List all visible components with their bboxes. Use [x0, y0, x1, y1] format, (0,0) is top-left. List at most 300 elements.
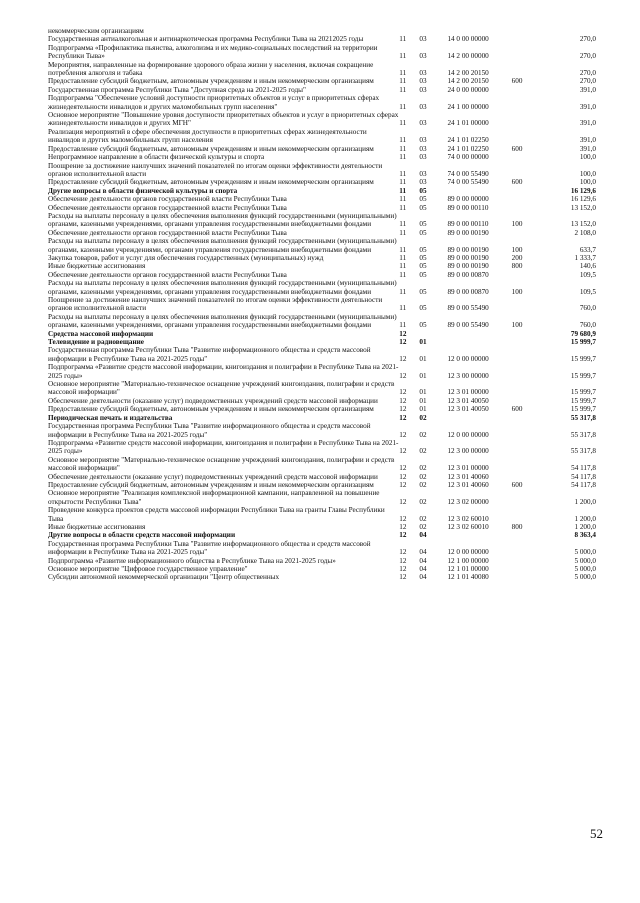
row-amount [544, 27, 596, 35]
row-amount: 54 117,8 [571, 464, 596, 473]
row-subsection: 01 [419, 354, 427, 363]
row-name: Государственная антиалкогольная и антинаркотическая программа Республики Тыва на 20212025 годы [48, 35, 364, 44]
row-subsection: 05 [419, 270, 427, 279]
row-target-code: 12 3 02 60010 [447, 522, 489, 531]
row-expense-type [512, 111, 544, 128]
row-amount: 1 200,0 [574, 514, 596, 523]
row-name: Средства массовой информации [48, 329, 154, 338]
row-name: Подпрограмма "Обеспечение условий доступности приоритетных объектов и услуг в приоритетных сферах жизнедеятельности инвалидов и других маломобильных групп населения" [48, 94, 380, 111]
row-target-code: 12 1 01 40080 [447, 573, 489, 582]
table-row [48, 271, 596, 279]
row-subsection: 03 [419, 85, 427, 94]
row-target-code: 14 2 00 20150 [447, 69, 489, 78]
row-expense-type [512, 557, 544, 565]
row-name: Мероприятия, направленные на формирование здорового образа жизни у населения, включая сокращение потребления алкоголя и табака [48, 60, 374, 78]
row-amount: 100,0 [579, 169, 596, 178]
row-expense-type [512, 456, 544, 473]
row-name: Другие вопросы в области средств массовой информации [48, 531, 236, 540]
row-amount: 2 108,0 [574, 228, 596, 237]
table-row [48, 405, 596, 413]
row-section: 11 [399, 153, 407, 162]
row-amount: 8 363,4 [574, 531, 596, 540]
table-row [48, 61, 596, 78]
row-expense-type [512, 187, 544, 195]
table-row [48, 44, 596, 61]
row-expense-type [512, 271, 544, 279]
row-amount: 15 999,7 [570, 371, 596, 380]
table-row [48, 229, 596, 237]
row-subsection [419, 330, 447, 338]
table-row [48, 128, 596, 145]
row-section: 11 [399, 304, 407, 313]
row-section: 12 [399, 464, 407, 473]
row-subsection [419, 27, 447, 35]
row-name: Основное мероприятие "Материально-техническое оснащение учреждений книгоиздания, полиграфии и средств массовой информации" [48, 455, 395, 473]
row-section: 12 [399, 396, 407, 405]
row-subsection: 01 [419, 405, 427, 414]
row-name: Расходы на выплаты персоналу в целях обеспечения выполнения функций государственными (муниципальными) органами, казенными учреждениями, органами управления государственными внебюджетными фондами [48, 211, 397, 229]
table-row [48, 473, 596, 481]
row-section: 11 [399, 136, 407, 145]
row-name: Поощрение за достижение наилучших значений показателей по итогам оценки эффективности деятельности органов исполнительной власти [48, 161, 383, 178]
row-target-code: 12 3 01 00000 [447, 388, 489, 397]
row-name: Основное мероприятие "Цифровое государственное управление" [48, 565, 248, 573]
row-section: 12 [399, 573, 407, 582]
row-section: 12 [399, 430, 407, 439]
row-section: 12 [399, 338, 407, 347]
row-section: 12 [399, 447, 407, 456]
row-name: некоммерческим организациям [48, 27, 144, 35]
row-expense-type [512, 506, 544, 523]
row-subsection: 03 [419, 153, 427, 162]
row-target-code: 12 3 00 00000 [447, 447, 489, 456]
row-subsection: 05 [419, 304, 427, 313]
table-row [48, 338, 596, 346]
row-subsection: 02 [419, 413, 427, 422]
row-target-code: 12 3 01 40050 [447, 405, 489, 414]
row-subsection: 03 [419, 119, 427, 128]
row-expense-type: 100 [511, 321, 523, 330]
row-expense-type [512, 380, 544, 397]
row-name: Подпрограмма «Профилактика пьянства, алкоголизма и их медико-социальных последствий на территории Республики Тыва» [48, 43, 378, 61]
row-name: Непрограммное направление в области физической культуры и спорта [48, 153, 265, 162]
row-subsection: 05 [419, 195, 427, 204]
row-expense-type [512, 573, 544, 581]
row-name: Основное мероприятие "Материально-техническое оснащение учреждений книгоиздания, полиграфии и средств массовой информации" [48, 380, 395, 397]
row-name: Предоставление субсидий бюджетным, автономным учреждениям и иным некоммерческим организациям [48, 77, 374, 86]
table-row [48, 237, 596, 254]
row-target-code: 89 0 00 00190 [447, 253, 489, 262]
table-row [48, 27, 596, 35]
row-amount: 5 000,0 [574, 556, 596, 565]
row-subsection: 02 [419, 430, 427, 439]
table-row [48, 313, 596, 330]
table-row [48, 397, 596, 405]
row-section: 12 [399, 522, 407, 531]
row-target-code: 24 1 01 02250 [447, 144, 489, 153]
table-row [48, 35, 596, 43]
row-section: 11 [399, 321, 407, 330]
row-expense-type [512, 363, 544, 380]
row-expense-type [512, 94, 544, 111]
row-section: 12 [399, 371, 407, 380]
row-section: 12 [399, 329, 407, 338]
row-expense-type [512, 422, 544, 439]
row-target-code: 74 0 00 55490 [447, 178, 489, 187]
row-subsection: 02 [419, 472, 427, 481]
row-amount: 633,7 [579, 245, 596, 254]
row-target-code: 89 0 00 55490 [447, 304, 489, 313]
table-row [48, 330, 596, 338]
row-section: 11 [399, 35, 407, 44]
row-amount: 16 129,6 [570, 186, 596, 195]
table-row [48, 111, 596, 128]
row-target-code: 12 3 01 40060 [447, 480, 489, 489]
row-subsection: 03 [419, 102, 427, 111]
row-subsection: 01 [419, 338, 427, 347]
row-target-code: 12 3 01 40050 [447, 396, 489, 405]
table-row [48, 94, 596, 111]
row-target-code: 14 2 00 20150 [447, 77, 489, 86]
row-target-code: 12 3 00 00000 [447, 371, 489, 380]
row-section: 12 [399, 514, 407, 523]
row-expense-type [512, 86, 544, 94]
table-row [48, 162, 596, 179]
row-subsection: 02 [419, 514, 427, 523]
table-row [48, 540, 596, 557]
row-section: 11 [399, 245, 407, 254]
row-amount: 391,0 [579, 102, 596, 111]
row-subsection: 05 [419, 228, 427, 237]
row-expense-type [512, 229, 544, 237]
row-name: Обеспечение деятельности органов государственной власти Республики Тыва [48, 228, 287, 237]
row-target-code: 24 1 01 00000 [447, 119, 489, 128]
row-name: Расходы на выплаты персоналу в целях обеспечения выполнения функций государственными (муниципальными) органами, казенными учреждениями, органами управления государственными внебюджетными фондами [48, 279, 397, 296]
row-section: 12 [399, 480, 407, 489]
row-subsection: 05 [419, 253, 427, 262]
row-subsection: 04 [419, 565, 427, 573]
table-row [48, 414, 596, 422]
row-subsection: 01 [419, 388, 427, 397]
row-expense-type [512, 540, 544, 557]
row-target-code: 14 0 00 00000 [447, 35, 489, 44]
row-name: Проведение конкурса проектов средств массовой информации Республики Тыва на гранты Главы Республики Тыва [48, 506, 385, 523]
row-target-code: 12 1 01 00000 [447, 565, 489, 573]
table-row [48, 456, 596, 473]
row-amount: 760,0 [579, 321, 596, 330]
row-section [399, 27, 419, 35]
table-row [48, 204, 596, 212]
row-amount: 1 200,0 [574, 497, 596, 506]
table-row [48, 279, 596, 296]
row-section: 11 [399, 253, 407, 262]
row-expense-type [512, 128, 544, 145]
row-target-code: 89 0 00 00870 [447, 270, 489, 279]
table-row [48, 573, 596, 581]
row-amount: 100,0 [579, 153, 596, 162]
row-name: Предоставление субсидий бюджетным, автономным учреждениям и иным некоммерческим организациям [48, 178, 374, 187]
row-expense-type [512, 330, 544, 338]
row-target-code: 89 0 00 00190 [447, 245, 489, 254]
row-expense-type [512, 397, 544, 405]
table-row [48, 153, 596, 161]
row-amount: 54 117,8 [571, 472, 596, 481]
row-section: 11 [399, 52, 407, 61]
row-section: 11 [399, 144, 407, 153]
row-subsection: 03 [419, 35, 427, 44]
row-expense-type [512, 565, 544, 573]
row-amount: 15 999,7 [570, 388, 596, 397]
row-target-code: 89 0 00 00110 [447, 220, 489, 229]
row-subsection: 02 [419, 464, 427, 473]
row-target-code [447, 187, 511, 195]
row-section: 12 [399, 531, 407, 540]
table-row [48, 296, 596, 313]
row-name: Расходы на выплаты персоналу в целях обеспечения выполнения функций государственными (муниципальными) органами, казенными учреждениями, органами управления государственными внебюджетными фондами [48, 312, 397, 330]
row-section: 12 [399, 388, 407, 397]
row-section: 11 [399, 85, 407, 94]
table-row [48, 565, 596, 573]
row-target-code: 12 3 01 40060 [447, 472, 489, 481]
row-name: Государственная программа Республики Тыва "Развитие информационного общества и средств массовой информации в Республике Тыва на 2021-2025 годы" [48, 539, 371, 557]
row-subsection: 01 [419, 396, 427, 405]
row-amount: 55 317,8 [570, 413, 596, 422]
budget-table-body [48, 27, 596, 582]
row-subsection: 05 [419, 203, 427, 212]
table-row [48, 523, 596, 531]
row-section: 11 [399, 262, 407, 271]
row-subsection: 02 [419, 480, 427, 489]
row-target-code: 89 0 00 00000 [447, 195, 489, 204]
row-name: Предоставление субсидий бюджетным, автономным учреждениям и иным некоммерческим организациям [48, 405, 374, 414]
row-name: Телевидение и радиовещание [48, 338, 144, 347]
table-row [48, 195, 596, 203]
row-subsection: 03 [419, 178, 427, 187]
row-name: Обеспечение деятельности органов государственной власти Республики Тыва [48, 203, 287, 212]
row-expense-type [512, 414, 544, 422]
row-section: 11 [399, 270, 407, 279]
row-target-code: 89 0 00 00110 [447, 203, 489, 212]
table-row [48, 557, 596, 565]
budget-table [48, 27, 596, 582]
row-target-code [447, 414, 511, 422]
row-target-code: 12 0 00 00000 [447, 548, 489, 557]
row-amount: 270,0 [579, 77, 596, 86]
row-name: Подпрограмма «Развитие средств массовой информации, книгоиздания и полиграфии в Республике Тыва на 2021-2025 годы» [48, 438, 399, 456]
row-amount: 54 117,8 [571, 480, 596, 489]
table-row [48, 145, 596, 153]
row-target-code: 12 1 00 00000 [447, 556, 489, 565]
row-subsection: 01 [419, 371, 427, 380]
table-row [48, 262, 596, 270]
row-target-code: 14 2 00 00000 [447, 52, 489, 61]
row-target-code: 12 3 01 00000 [447, 464, 489, 473]
row-section: 11 [399, 228, 407, 237]
row-amount: 109,5 [579, 287, 596, 296]
row-subsection: 02 [419, 497, 427, 506]
row-amount: 15 999,7 [570, 338, 596, 347]
row-expense-type [512, 162, 544, 179]
table-row [48, 363, 596, 380]
row-name: Обеспечение деятельности (оказание услуг) подведомственных учреждений средств массовой информации [48, 472, 378, 481]
table-row [48, 187, 596, 195]
row-expense-type [512, 338, 544, 346]
row-section: 11 [399, 287, 407, 296]
row-amount: 1 333,7 [574, 253, 596, 262]
row-target-code [447, 338, 511, 346]
row-amount: 5 000,0 [574, 548, 596, 557]
row-name: Поощрение за достижение наилучших значений показателей по итогам оценки эффективности деятельности органов исполнительной власти [48, 296, 383, 313]
row-name: Закупка товаров, работ и услуг для обеспечения государственных (муниципальных) нужд [48, 253, 324, 262]
row-section: 11 [399, 169, 407, 178]
row-expense-type [512, 27, 544, 35]
row-expense-type [512, 531, 544, 539]
row-target-code: 89 0 00 00870 [447, 287, 489, 296]
row-subsection: 05 [419, 262, 427, 271]
table-row [48, 380, 596, 397]
row-section: 12 [399, 556, 407, 565]
row-name: Расходы на выплаты персоналу в целях обеспечения выполнения функций государственными (муниципальными) органами, казенными учреждениями, органами управления государственными внебюджетными фондами [48, 237, 397, 254]
table-row [48, 422, 596, 439]
row-expense-type: 600 [511, 405, 523, 414]
table-row [48, 439, 596, 456]
row-name: Государственная программа Республики Тыва "Развитие информационного общества и средств массовой информации в Республике Тыва на 2021-2025 годы" [48, 422, 371, 439]
row-target-code: 12 3 02 60010 [447, 514, 489, 523]
row-subsection: 02 [419, 447, 427, 456]
row-amount: 1 200,0 [574, 522, 596, 531]
row-target-code: 12 0 00 00000 [447, 430, 489, 439]
row-target-code: 89 0 00 55490 [447, 321, 489, 330]
row-section: 12 [399, 405, 407, 414]
row-subsection: 05 [419, 186, 427, 195]
row-expense-type: 200 [511, 253, 523, 262]
row-target-code [447, 531, 511, 539]
table-row [48, 86, 596, 94]
table-row [48, 531, 596, 539]
row-amount: 391,0 [579, 119, 596, 128]
row-target-code: 74 0 00 55490 [447, 169, 489, 178]
row-expense-type: 100 [511, 245, 523, 254]
row-subsection: 04 [419, 556, 427, 565]
row-subsection: 03 [419, 136, 427, 145]
row-section: 12 [399, 472, 407, 481]
row-amount: 15 999,7 [570, 405, 596, 414]
row-expense-type: 100 [511, 220, 523, 229]
row-name: Иные бюджетные ассигнования [48, 262, 146, 271]
row-name: Предоставление субсидий бюджетным, автономным учреждениям и иным некоммерческим организациям [48, 480, 374, 489]
row-subsection: 03 [419, 169, 427, 178]
row-name: Подпрограмма «Развитие средств массовой информации, книгоиздания и полиграфии в Республике Тыва на 2021-2025 годы» [48, 363, 399, 380]
row-target-code [447, 27, 511, 35]
row-target-code: 24 1 00 00000 [447, 102, 489, 111]
row-expense-type [512, 204, 544, 212]
row-expense-type [512, 35, 544, 43]
table-row [48, 489, 596, 506]
row-expense-type [512, 296, 544, 313]
row-expense-type [512, 489, 544, 506]
row-section: 11 [399, 186, 407, 195]
row-expense-type: 800 [511, 522, 523, 531]
row-amount: 15 999,7 [570, 354, 596, 363]
row-amount: 270,0 [579, 35, 596, 44]
row-subsection: 04 [419, 548, 427, 557]
row-section: 11 [399, 119, 407, 128]
row-name: Субсидии автономной некоммерческой организации "Центр общественных [48, 573, 280, 582]
row-target-code: 89 0 00 00190 [447, 228, 489, 237]
row-expense-type: 600 [511, 144, 523, 153]
row-amount: 391,0 [579, 144, 596, 153]
row-target-code: 24 0 00 00000 [447, 85, 489, 94]
row-amount: 13 152,0 [570, 203, 596, 212]
row-section: 11 [399, 69, 407, 78]
row-expense-type: 800 [511, 262, 523, 271]
row-name: Основное мероприятие "Реализация комплексной информационной кампании, направленной на повышение открытости Республики Тыва" [48, 489, 380, 506]
row-name: Обеспечение деятельности (оказание услуг) подведомственных учреждений средств массовой информации [48, 396, 378, 405]
row-amount: 270,0 [579, 52, 596, 61]
row-section: 11 [399, 77, 407, 86]
table-row [48, 481, 596, 489]
row-amount: 100,0 [579, 178, 596, 187]
row-name: Обеспечение деятельности органов государственной власти Республики Тыва [48, 195, 287, 204]
row-section: 12 [399, 548, 407, 557]
row-expense-type [512, 195, 544, 203]
row-subsection: 03 [419, 77, 427, 86]
row-subsection: 05 [419, 321, 427, 330]
row-name: Периодическая печать и издательства [48, 413, 173, 422]
row-expense-type [512, 153, 544, 161]
row-target-code: 12 0 00 00000 [447, 354, 489, 363]
row-name: Реализация мероприятий в сфере обеспечения доступности в приоритетных сферах жизнедеятельности инвалидов и других маломобильных групп населения [48, 127, 367, 145]
row-expense-type: 600 [511, 77, 523, 86]
row-subsection: 03 [419, 52, 427, 61]
table-row [48, 212, 596, 229]
row-name: Основное мероприятие "Повышение уровня доступности приоритетных объектов и услуг в приоритетных сферах жизнедеятельности инвалидов и других МГН" [48, 111, 399, 128]
row-amount: 16 129,6 [570, 195, 596, 204]
row-subsection: 05 [419, 245, 427, 254]
row-amount: 5 000,0 [574, 565, 596, 573]
row-amount: 760,0 [579, 304, 596, 313]
row-amount: 79 680,9 [570, 329, 596, 338]
row-expense-type: 600 [511, 178, 523, 187]
row-amount: 109,5 [579, 270, 596, 279]
row-expense-type [512, 346, 544, 363]
row-expense-type [512, 439, 544, 456]
row-amount: 5 000,0 [574, 573, 596, 582]
row-target-code: 24 1 01 02250 [447, 136, 489, 145]
row-target-code [447, 330, 511, 338]
row-name: Предоставление субсидий бюджетным, автономным учреждениям и иным некоммерческим организациям [48, 144, 374, 153]
row-section: 12 [399, 413, 407, 422]
row-name: Другие вопросы в области физической культуры и спорта [48, 186, 238, 195]
row-name: Подпрограмма «Развитие информационного общества в Республике Тыва на 2021-2025 годы» [48, 556, 336, 565]
row-amount: 15 999,7 [570, 396, 596, 405]
row-subsection: 05 [419, 220, 427, 229]
row-section: 11 [399, 102, 407, 111]
row-subsection: 03 [419, 144, 427, 153]
row-expense-type [512, 61, 544, 78]
table-row [48, 346, 596, 363]
row-amount: 140,6 [579, 262, 596, 271]
row-subsection: 04 [419, 531, 427, 540]
row-name: Государственная программа Республики Тыва "Доступная среда на 2021-2025 годы" [48, 85, 306, 94]
row-subsection: 02 [419, 522, 427, 531]
row-target-code: 12 3 02 00000 [447, 497, 489, 506]
row-amount: 270,0 [579, 69, 596, 78]
row-amount: 55 317,8 [570, 447, 596, 456]
row-expense-type: 100 [511, 287, 523, 296]
row-subsection: 04 [419, 573, 427, 582]
row-amount: 13 152,0 [570, 220, 596, 229]
